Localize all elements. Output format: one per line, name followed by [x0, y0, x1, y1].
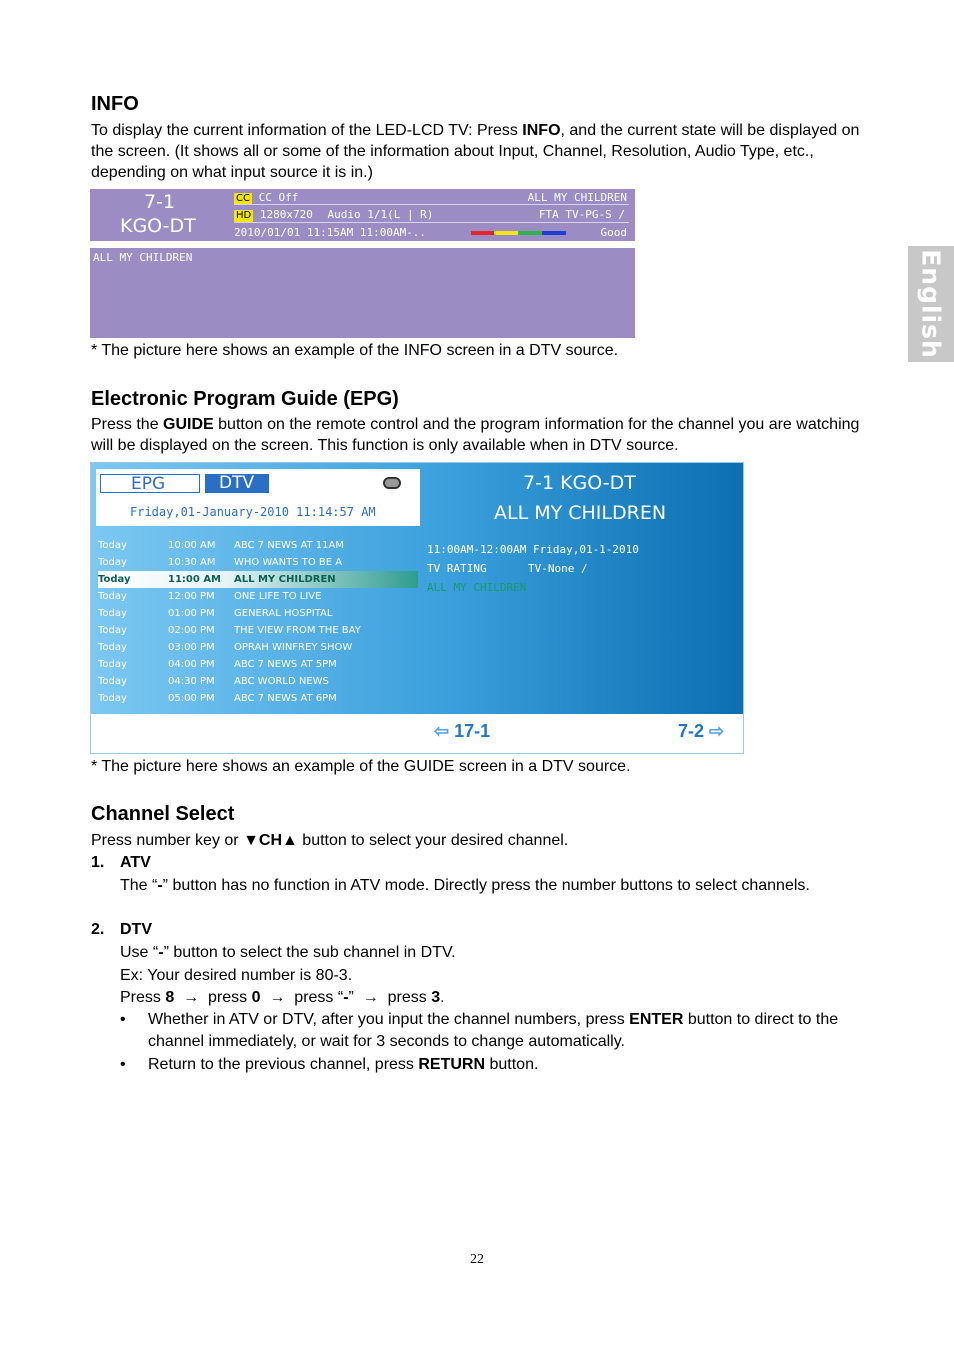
record-icon	[383, 477, 401, 489]
epg-item-time: 01:00 PM	[168, 608, 215, 619]
epg-item-day: Today	[98, 608, 127, 619]
signal-strength-bar	[471, 231, 566, 235]
epg-list-item[interactable]	[98, 554, 418, 571]
signal-quality: Good	[600, 226, 627, 239]
epg-time-range: 11:00AM-12:00AM Friday,01-1-2010	[427, 543, 639, 556]
ch-key: ▼CH▲	[243, 832, 298, 849]
epg-item-title: ABC 7 NEWS AT 5PM	[234, 659, 337, 670]
info-rating: FTA TV-PG-S /	[538, 208, 625, 221]
epg-list-item[interactable]	[98, 622, 418, 639]
epg-heading: Electronic Program Guide (EPG)	[91, 388, 399, 410]
epg-list-item[interactable]	[98, 537, 418, 554]
next-channel-nav[interactable]	[678, 721, 724, 742]
item2-sequence: Press 8 → press 0 → press “-” → press 3.	[120, 989, 445, 1006]
epg-list-item[interactable]	[98, 571, 418, 588]
epg-caption: * The picture here shows an example of the GUIDE screen in a DTV source.	[91, 758, 631, 775]
epg-item-time: 02:00 PM	[168, 625, 215, 636]
hd-tag: HD	[236, 210, 252, 221]
epg-item-day: Today	[98, 676, 127, 687]
info-screen-bar	[90, 189, 635, 241]
epg-item-title: ONE LIFE TO LIVE	[234, 591, 322, 602]
left-arrow-icon: ⇦	[434, 721, 450, 741]
epg-list-item[interactable]	[98, 588, 418, 605]
item2-example: Ex: Your desired number is 80-3.	[120, 967, 353, 984]
epg-item-time: 04:30 PM	[168, 676, 215, 687]
bullet1-text: Whether in ATV or DTV, after you input the channel numbers, press ENTER button to direct to the channel immediately, or wait for 3 seconds to change automatically.	[148, 1011, 839, 1050]
epg-item-title: THE VIEW FROM THE BAY	[234, 625, 361, 636]
epg-detail-program: ALL MY CHILDREN	[427, 581, 527, 594]
channel-select-intro: Press number key or ▼CH▲ button to select your desired channel.	[91, 832, 569, 849]
epg-list-item[interactable]	[98, 639, 418, 656]
bullet-dot: •	[120, 1056, 126, 1073]
cc-status: CC Off	[258, 191, 299, 204]
next-channel-label: 7-2	[678, 721, 705, 741]
epg-item-time: 10:30 AM	[168, 557, 216, 568]
epg-item-time: 04:00 PM	[168, 659, 215, 670]
epg-paragraph: Press the GUIDE button on the remote control and the program information for the channel you are watching will be displayed on the screen. This function is only available when in DTV source.	[91, 416, 860, 454]
epg-list-item[interactable]	[98, 673, 418, 690]
epg-item-title: ABC 7 NEWS AT 11AM	[234, 540, 344, 551]
epg-header	[96, 469, 420, 526]
epg-rating-value: TV-None /	[528, 562, 588, 575]
epg-item-title: ALL MY CHILDREN	[234, 574, 336, 585]
epg-item-day: Today	[98, 574, 131, 585]
epg-item-title: GENERAL HOSPITAL	[234, 608, 333, 619]
language-side-tab	[908, 246, 954, 362]
item2-title: DTV	[120, 921, 152, 938]
epg-list-item[interactable]	[98, 605, 418, 622]
epg-datetime: Friday,01-January-2010 11:14:57 AM	[130, 505, 376, 519]
right-arrow-icon: ⇨	[709, 721, 725, 741]
info-date-time: 2010/01/01 11:15AM 11:00AM-..	[234, 226, 427, 239]
epg-item-day: Today	[98, 557, 127, 568]
epg-item-day: Today	[98, 642, 127, 653]
prev-channel-label: 17-1	[454, 721, 491, 741]
epg-channel: 7-1 KGO-DT	[523, 472, 636, 494]
epg-list-item[interactable]	[98, 656, 418, 673]
cc-tag: CC	[236, 193, 250, 204]
info-key: INFO	[522, 122, 561, 139]
epg-item-day: Today	[98, 625, 127, 636]
info-description-panel	[90, 248, 635, 338]
epg-rating-label: TV RATING	[427, 562, 487, 575]
epg-footer	[91, 714, 744, 754]
epg-item-day: Today	[98, 540, 127, 551]
dtv-tab[interactable]: DTV	[205, 474, 269, 493]
item1-title: ATV	[120, 854, 151, 871]
info-channel-number: 7-1	[144, 191, 176, 213]
page-number: 22	[470, 1252, 484, 1267]
bullet-dot: •	[120, 1011, 126, 1028]
epg-item-title: ABC WORLD NEWS	[234, 676, 329, 687]
epg-tab[interactable]: EPG	[100, 474, 200, 493]
epg-item-time: 03:00 PM	[168, 642, 215, 653]
info-caption: * The picture here shows an example of the INFO screen in a DTV source.	[91, 342, 619, 359]
info-resolution: 1280x720	[259, 208, 313, 221]
info-description-title: ALL MY CHILDREN	[93, 251, 193, 264]
epg-item-title: WHO WANTS TO BE A	[234, 557, 343, 568]
channel-select-heading: Channel Select	[91, 803, 235, 825]
epg-item-title: ABC 7 NEWS AT 6PM	[234, 693, 337, 704]
epg-item-day: Today	[98, 591, 127, 602]
guide-key: GUIDE	[163, 416, 214, 433]
prev-channel-nav[interactable]	[434, 721, 490, 742]
epg-item-time: 11:00 AM	[168, 574, 222, 585]
bullet2-text: Return to the previous channel, press RETURN button.	[148, 1056, 539, 1073]
epg-program: ALL MY CHILDREN	[494, 502, 667, 524]
info-channel-name: KGO-DT	[120, 215, 196, 237]
language-label: English	[916, 249, 946, 359]
epg-item-title: OPRAH WINFREY SHOW	[234, 642, 353, 653]
info-paragraph: To display the current information of the LED-LCD TV: Press INFO, and the current state will be displayed on the screen. (It shows all or some of the information about Input, Channel, Resolution, Audio Type, etc., depending on what input source it is in.)	[91, 122, 860, 181]
item1-text: The “-” button has no function in ATV mode. Directly press the number buttons to select channels.	[120, 877, 810, 894]
item2-number: 2.	[91, 921, 105, 938]
epg-list-item[interactable]	[98, 690, 418, 707]
epg-item-time: 12:00 PM	[168, 591, 215, 602]
info-audio: Audio 1/1(L | R)	[327, 208, 434, 221]
epg-item-day: Today	[98, 659, 127, 670]
epg-item-time: 05:00 PM	[168, 693, 215, 704]
item1-number: 1.	[91, 854, 105, 871]
epg-screen	[90, 462, 744, 754]
info-heading: INFO	[91, 93, 139, 115]
epg-item-time: 10:00 AM	[168, 540, 216, 551]
info-program-right: ALL MY CHILDREN	[527, 191, 627, 204]
epg-item-day: Today	[98, 693, 127, 704]
item2-use-text: Use “-” button to select the sub channel in DTV.	[120, 944, 456, 961]
